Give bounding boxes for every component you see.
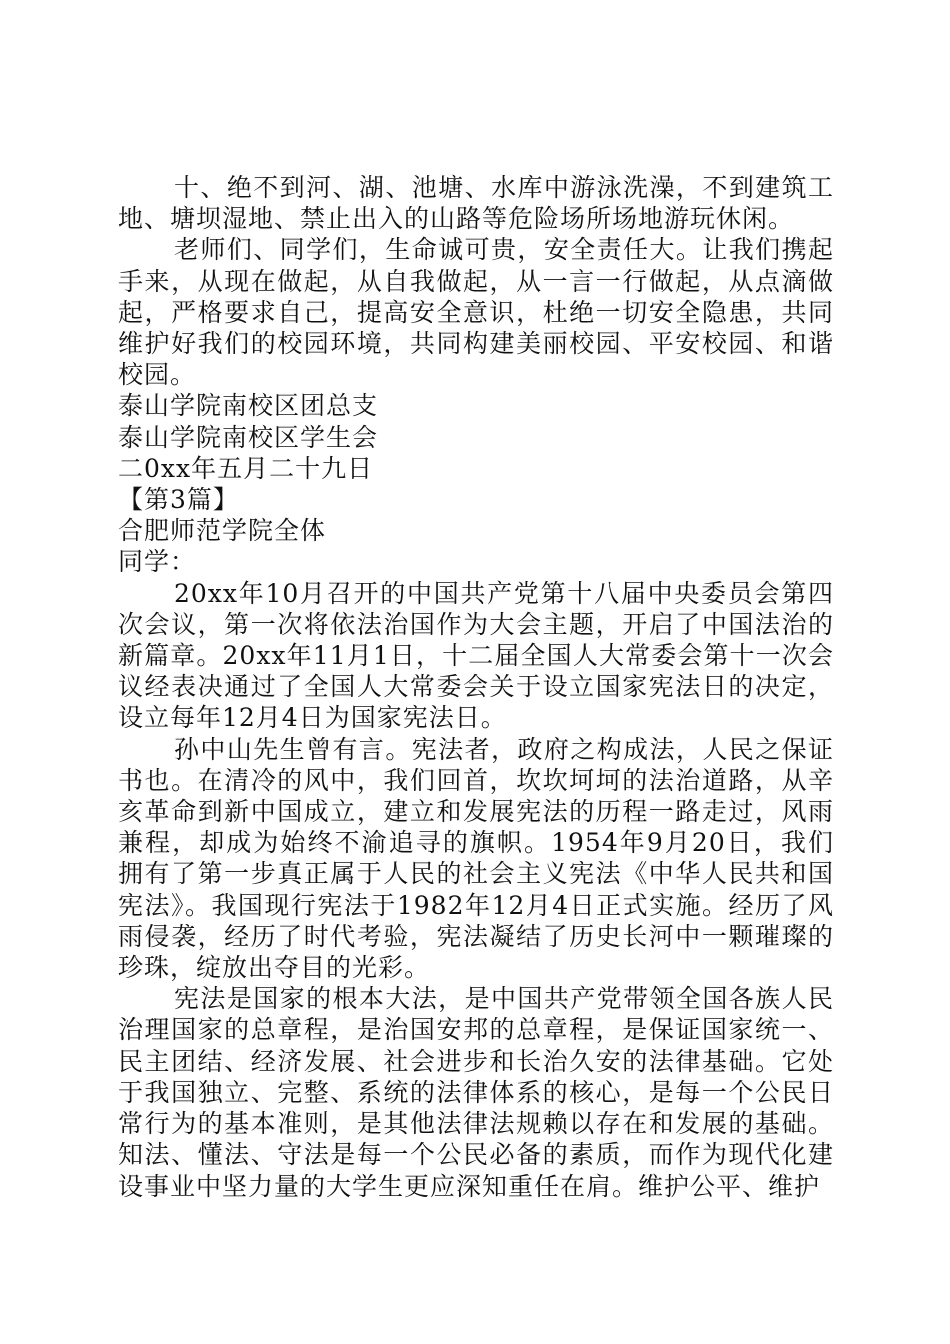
paragraph-safety-appeal: 老师们、同学们，生命诚可贵，安全责任大。让我们携起手来，从现在做起，从自我做起，从一言一行做起，从点滴做起，严格要求自己，提高安全意识，杜绝一切安全隐患，共同维护好我们的校园环境，共同构建美丽校园、平安校园、和谐校园。 (118, 235, 834, 390)
salutation-line-2: 同学： (118, 547, 197, 577)
signature-league-branch: 泰山学院南校区团总支 (118, 391, 379, 421)
document-body (118, 172, 834, 1202)
signature-date: 二0xx年五月二十九日 (118, 453, 374, 483)
signature-student-union: 泰山学院南校区学生会 (118, 422, 379, 452)
paragraph-constitution-importance: 宪法是国家的根本大法，是中国共产党带领全国各族人民治理国家的总章程，是治国安邦的总章程，是保证国家统一、民主团结、经济发展、社会进步和长治久安的法律基础。它处于我国独立、完整、系统的法律体系的核心，是每一个公民日常行为的基本准则，是其他法律法规赖以存在和发展的基础。知法、懂法、守法是每一个公民必备的素质，而作为现代化建设事业中坚力量的大学生更应深知重任在肩。维护公平、维护 (118, 984, 834, 1201)
paragraph-safety-rule-ten: 十、绝不到河、湖、池塘、水库中游泳洗澡，不到建筑工地、塘坝湿地、禁止出入的山路等危险场所场地游玩休闲。 (118, 173, 834, 234)
section-heading: 【第3篇】 (118, 485, 239, 515)
paragraph-constitution-day: 20xx年10月召开的中国共产党第十八届中央委员会第四次会议，第一次将依法治国作为大会主题，开启了中国法治的新篇章。20xx年11月1日，十二届全国人大常委会第十一次会议经表决通过了全国人大常委会关于设立国家宪法日的决定，设立每年12月4日为国家宪法日。 (118, 578, 834, 733)
salutation-line-1: 合肥师范学院全体 (118, 516, 327, 546)
paragraph-constitution-history: 孙中山先生曾有言。宪法者，政府之构成法，人民之保证书也。在清冷的风中，我们回首，坎坎坷坷的法治道路，从辛亥革命到新中国成立，建立和发展宪法的历程一路走过，风雨兼程，却成为始终不渝追寻的旗帜。1954年9月20日，我们拥有了第一步真正属于人民的社会主义宪法《中华人民共和国宪法》。我国现行宪法于1982年12月4日正式实施。经历了风雨侵袭，经历了时代考验，宪法凝结了历史长河中一颗璀璨的珍珠，绽放出夺目的光彩。 (118, 734, 834, 983)
